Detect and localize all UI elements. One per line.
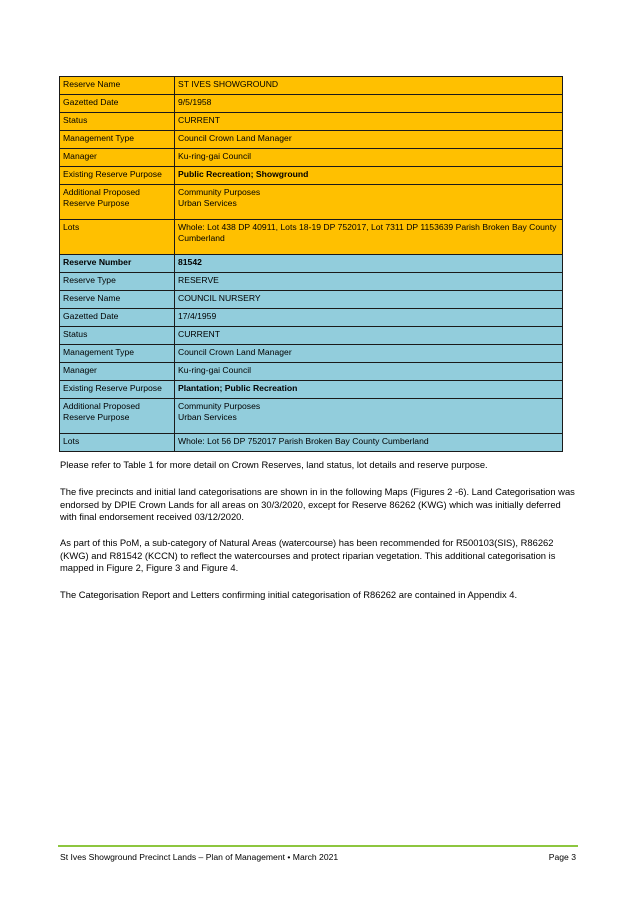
management-type-label: Management Type [60, 345, 175, 363]
existing-purpose-label: Existing Reserve Purpose [60, 167, 175, 185]
additional-purpose-value [175, 185, 563, 220]
table-row [60, 273, 563, 291]
table-row [60, 309, 563, 327]
paragraph-categorisation-report: The Categorisation Report and Letters confirming initial categorisation of R86262 are contained in Appendix 4. [60, 589, 518, 600]
gazetted-date-value: 17/4/1959 [175, 309, 563, 327]
table-row [60, 327, 563, 345]
status-value: CURRENT [175, 327, 563, 345]
table-row [60, 185, 563, 220]
manager-label: Manager [60, 149, 175, 167]
reserve-type-value: RESERVE [175, 273, 563, 291]
status-value: CURRENT [175, 113, 563, 131]
reserve-name-label: Reserve Name [60, 291, 175, 309]
table-row [60, 95, 563, 113]
existing-purpose-value: Plantation; Public Recreation [175, 381, 563, 399]
table-row [60, 167, 563, 185]
reserve-name-value: ST IVES SHOWGROUND [175, 77, 563, 95]
existing-purpose-label: Existing Reserve Purpose [60, 381, 175, 399]
page-number: Page 3 [548, 852, 576, 862]
lots-label: Lots [60, 220, 175, 262]
footer-title: St Ives Showground Precinct Lands – Plan of Management • March 2021 [60, 852, 339, 862]
purpose-line: Community Purposes [178, 187, 261, 197]
table-row [60, 255, 563, 273]
gazetted-date-label: Gazetted Date [60, 309, 175, 327]
status-label: Status [60, 113, 175, 131]
paragraph-table-reference: Please refer to Table 1 for more detail on Crown Reserves, land status, lot details and reserve purpose. [60, 459, 488, 470]
gazetted-date-label: Gazetted Date [60, 95, 175, 113]
reserve-table-council-nursery [59, 254, 563, 452]
manager-value: Ku-ring-gai Council [175, 363, 563, 381]
additional-purpose-label: Additional Proposed Reserve Purpose [60, 399, 175, 434]
table-row [60, 399, 563, 434]
reserve-name-label: Reserve Name [60, 77, 175, 95]
existing-purpose-value: Public Recreation; Showground [175, 167, 563, 185]
table-row [60, 131, 563, 149]
purpose-line: Urban Services [178, 412, 237, 422]
reserve-number-value: 81542 [175, 255, 563, 273]
purpose-line: Community Purposes [178, 401, 261, 411]
manager-value: Ku-ring-gai Council [175, 149, 563, 167]
purpose-line: Urban Services [178, 198, 237, 208]
management-type-value: Council Crown Land Manager [175, 345, 563, 363]
paragraph-natural-areas: As part of this PoM, a sub-category of Natural Areas (watercourse) has been recommended for R500103(SIS), R86262 (KWG) and R81542 (KCCN) to reflect the watercourses and protect riparian vegetation. This additional categorisation is mapped in Figure 2, Figure 3 and Figure 4. [60, 537, 556, 573]
table-row [60, 363, 563, 381]
table-row [60, 434, 563, 452]
reserve-name-value: COUNCIL NURSERY [175, 291, 563, 309]
status-label: Status [60, 327, 175, 345]
reserve-table-st-ives-showground [59, 76, 563, 262]
table-row [60, 77, 563, 95]
reserve-number-label: Reserve Number [60, 255, 175, 273]
table-row [60, 291, 563, 309]
table-row [60, 381, 563, 399]
management-type-label: Management Type [60, 131, 175, 149]
lots-label: Lots [60, 434, 175, 452]
lots-value: Whole: Lot 56 DP 752017 Parish Broken Bay County Cumberland [175, 434, 563, 452]
footer-divider [58, 845, 578, 847]
additional-purpose-value [175, 399, 563, 434]
page-footer [60, 852, 576, 863]
paragraph-land-categorisation: The five precincts and initial land categorisations are shown in in the following Maps (Figures 2 -6). Land Categorisation was endorsed by DPIE Crown Lands for all areas on 30/3/2020, except for Reserve 86262 (KWG) which was initially deferred with final endorsement received 03/12/2020. [60, 486, 575, 522]
lots-value: Whole: Lot 438 DP 40911, Lots 18-19 DP 752017, Lot 7311 DP 1153639 Parish Broken Bay County Cumberland [175, 220, 563, 262]
table-row [60, 149, 563, 167]
reserve-type-label: Reserve Type [60, 273, 175, 291]
manager-label: Manager [60, 363, 175, 381]
table-row [60, 345, 563, 363]
additional-purpose-label: Additional Proposed Reserve Purpose [60, 185, 175, 220]
management-type-value: Council Crown Land Manager [175, 131, 563, 149]
table-row [60, 113, 563, 131]
gazetted-date-value: 9/5/1958 [175, 95, 563, 113]
